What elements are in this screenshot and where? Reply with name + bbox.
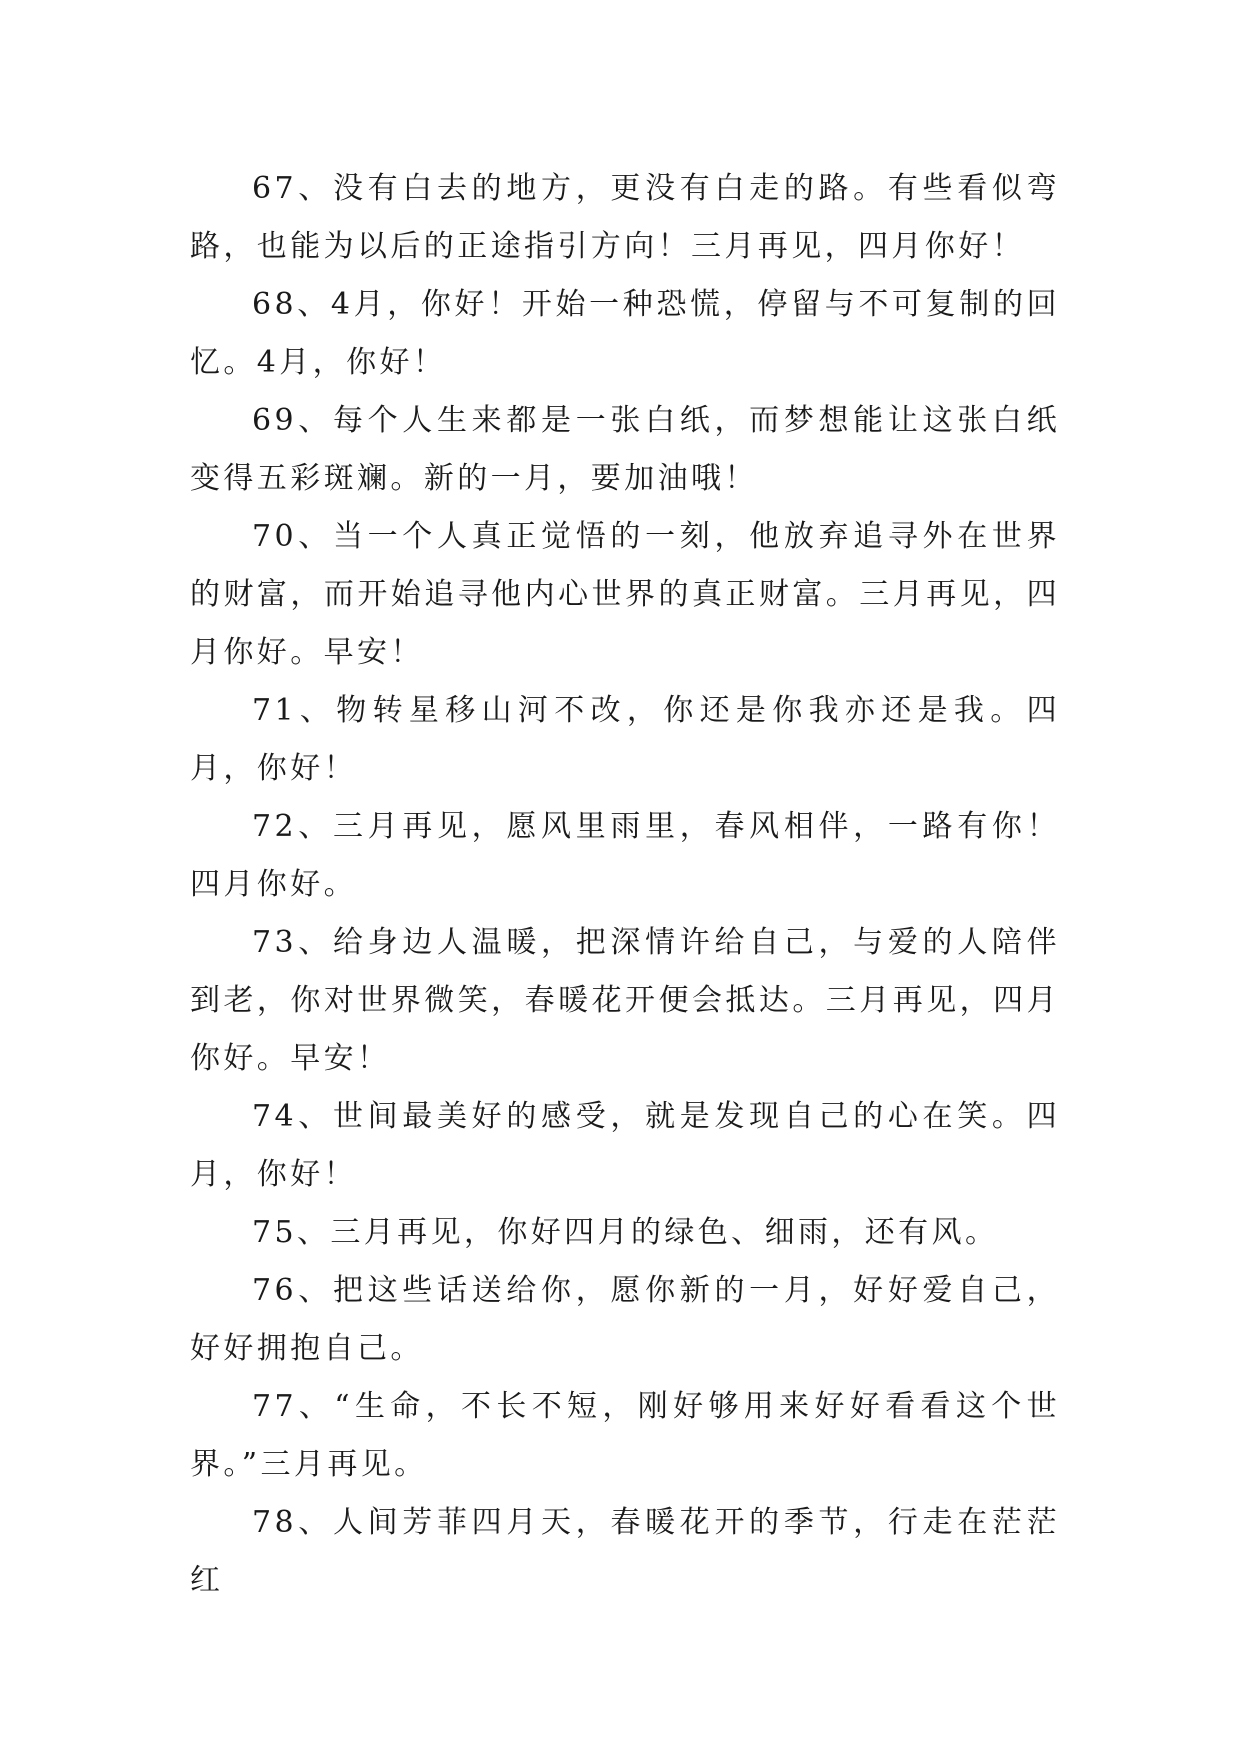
paragraph-75: 75、三月再见，你好四月的绿色、细雨，还有风。 [252, 1215, 999, 1250]
paragraph-76: 76、把这些话送给你，愿你新的一月，好好爱自己，好好拥抱自己。 [190, 1273, 1060, 1366]
document-body [190, 160, 1060, 1610]
paragraph-70: 70、当一个人真正觉悟的一刻，他放弃追寻外在世界的财富，而开始追寻他内心世界的真正财富。三月再见，四月你好。早安！ [190, 519, 1060, 670]
paragraph-73: 73、给身边人温暖，把深情许给自己，与爱的人陪伴到老，你对世界微笑，春暖花开便会抵达。三月再见，四月你好。早安！ [190, 925, 1060, 1076]
paragraph-77: 77、“生命，不长不短，刚好够用来好好看看这个世界。”三月再见。 [190, 1389, 1060, 1482]
paragraph-71: 71、物转星移山河不改，你还是你我亦还是我。四月，你好！ [190, 693, 1060, 786]
paragraph-67: 67、没有白去的地方，更没有白走的路。有些看似弯路，也能为以后的正途指引方向！三月再见，四月你好！ [190, 171, 1060, 264]
paragraph-72: 72、三月再见，愿风里雨里，春风相伴，一路有你！四月你好。 [190, 809, 1060, 902]
paragraph-69: 69、每个人生来都是一张白纸，而梦想能让这张白纸变得五彩斑斓。新的一月，要加油哦！ [190, 403, 1060, 496]
paragraph-78: 78、人间芳菲四月天，春暖花开的季节，行走在茫茫红 [190, 1505, 1060, 1598]
paragraph-74: 74、世间最美好的感受，就是发现自己的心在笑。四月，你好！ [190, 1099, 1060, 1192]
paragraph-68: 68、4月，你好！开始一种恐慌，停留与不可复制的回忆。4月，你好！ [190, 287, 1060, 380]
